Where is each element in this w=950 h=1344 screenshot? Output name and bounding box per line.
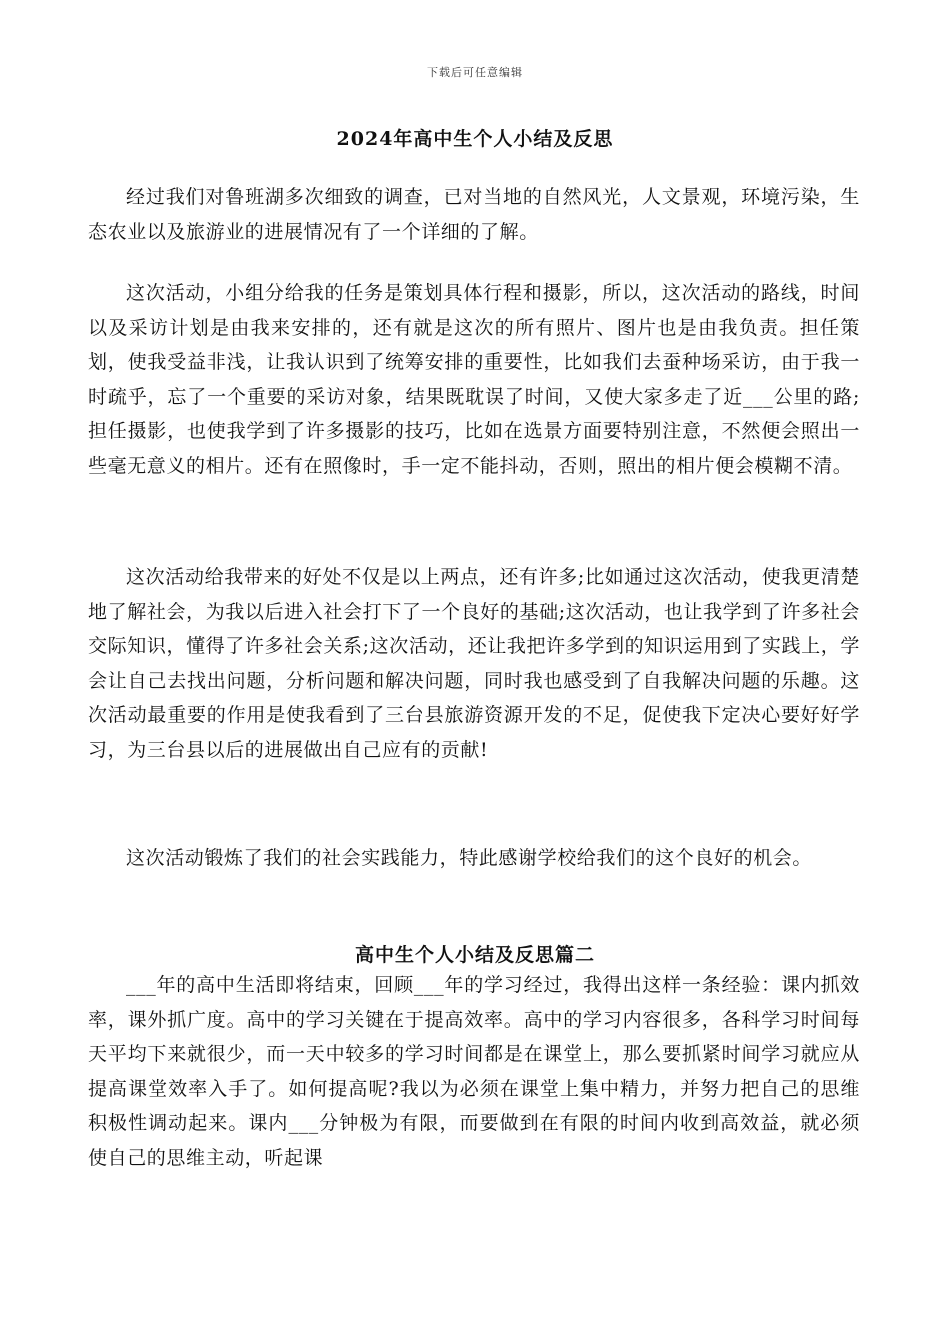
header-note: 下载后可任意编辑 <box>427 66 523 79</box>
paragraph: 这次活动给我带来的好处不仅是以上两点，还有许多;比如通过这次活动，使我更清楚地了解社会，为我以后进入社会打下了一个良好的基础;这次活动，也让我学到了许多社会交际知识，懂得了许多社会关系;这次活动，还让我把许多学到的知识运用到了实践上，学会让自己去找出问题，分析问题和解决问题，同时我也感受到了自我解决问题的乐趣。这次活动最重要的作用是使我看到了三台县旅游资源开发的不足，促使我下定决心要好好学习，为三台县以后的进展做出自己应有的贡献! <box>88 566 860 761</box>
paragraph: ___年的高中生活即将结束，回顾___年的学习经过，我得出这样一条经验：课内抓效率，课外抓广度。高中的学习关键在于提高效率。高中的学习内容很多，各科学习时间每天平均下来就很少，而一天中较多的学习时间都是在课堂上，那么要抓紧时间学习就应从提高课堂效率入手了。如何提高呢?我以为必须在课堂上集中精力，并努力把自己的思维积极性调动起来。课内___分钟极为有限，而要做到在有限的时间内收到高效益，就必须使自己的思维主动，听起课 <box>88 974 860 1169</box>
paragraph: 这次活动，小组分给我的任务是策划具体行程和摄影，所以，这次活动的路线，时间以及采访计划是由我来安排的，还有就是这次的所有照片、图片也是由我负责。担任策划，使我受益非浅，让我认识到了统筹安排的重要性，比如我们去蚕种场采访，由于我一时疏乎，忘了一个重要的采访对象，结果既耽误了时间，又使大家多走了近___公里的路;担任摄影，也使我学到了许多摄影的技巧，比如在选景方面要特别注意，不然便会照出一些毫无意义的相片。还有在照像时，手一定不能抖动，否则，照出的相片便会模糊不清。 <box>88 282 860 477</box>
section-title-1: 2024年高中生个人小结及反思 <box>336 128 614 150</box>
paragraph: 经过我们对鲁班湖多次细致的调查，已对当地的自然风光，人文景观，环境污染，生态农业以及旅游业的进展情况有了一个详细的了解。 <box>88 186 860 243</box>
section-title-2: 高中生个人小结及反思篇二 <box>354 944 595 966</box>
paragraph: 这次活动锻炼了我们的社会实践能力，特此感谢学校给我们的这个良好的机会。 <box>126 847 813 869</box>
